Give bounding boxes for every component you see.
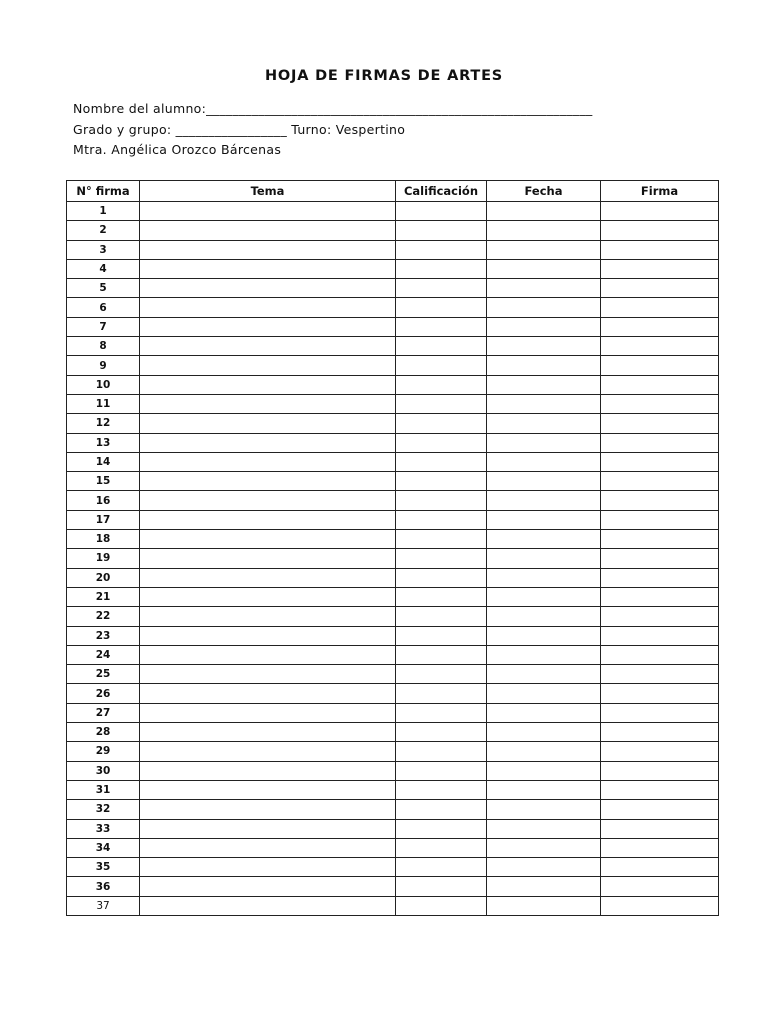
row-number-cell: 6 (67, 298, 140, 317)
topic-cell[interactable] (140, 587, 396, 606)
row-number-cell: 27 (67, 703, 140, 722)
signature-cell[interactable] (601, 761, 719, 780)
row-number-cell: 37 (67, 896, 140, 915)
grade-cell[interactable] (396, 665, 487, 684)
grade-cell[interactable] (396, 491, 487, 510)
topic-cell[interactable] (140, 780, 396, 799)
date-cell[interactable] (487, 414, 601, 433)
grade-cell[interactable] (396, 279, 487, 298)
date-cell[interactable] (487, 202, 601, 221)
signature-cell[interactable] (601, 877, 719, 896)
signature-cell[interactable] (601, 221, 719, 240)
table-row (67, 896, 719, 915)
table-row (67, 356, 719, 375)
grade-cell[interactable] (396, 800, 487, 819)
table-row (67, 607, 719, 626)
topic-cell[interactable] (140, 761, 396, 780)
topic-cell[interactable] (140, 279, 396, 298)
table-row (67, 626, 719, 645)
table-row (67, 703, 719, 722)
table-row (67, 742, 719, 761)
topic-cell[interactable] (140, 684, 396, 703)
signature-cell[interactable] (601, 452, 719, 471)
grade-cell[interactable] (396, 587, 487, 606)
grade-cell[interactable] (396, 202, 487, 221)
signature-cell[interactable] (601, 279, 719, 298)
table-row (67, 259, 719, 278)
table-row (67, 221, 719, 240)
table-row (67, 665, 719, 684)
signature-cell[interactable] (601, 240, 719, 259)
signature-cell[interactable] (601, 356, 719, 375)
grade-cell[interactable] (396, 858, 487, 877)
topic-cell[interactable] (140, 394, 396, 413)
row-number-cell: 26 (67, 684, 140, 703)
table-row (67, 780, 719, 799)
topic-cell[interactable] (140, 298, 396, 317)
topic-cell[interactable] (140, 317, 396, 336)
date-cell[interactable] (487, 221, 601, 240)
date-cell[interactable] (487, 800, 601, 819)
date-cell[interactable] (487, 472, 601, 491)
table-row (67, 394, 719, 413)
topic-cell[interactable] (140, 703, 396, 722)
date-cell[interactable] (487, 530, 601, 549)
signature-cell[interactable] (601, 549, 719, 568)
date-cell[interactable] (487, 858, 601, 877)
table-body (67, 202, 719, 916)
grade-cell[interactable] (396, 607, 487, 626)
row-number-cell: 8 (67, 337, 140, 356)
table-row (67, 645, 719, 664)
table-row (67, 568, 719, 587)
grade-cell[interactable] (396, 298, 487, 317)
page-title: HOJA DE FIRMAS DE ARTES (264, 68, 504, 84)
date-cell[interactable] (487, 279, 601, 298)
header-topic: Tema (140, 181, 396, 202)
topic-cell[interactable] (140, 877, 396, 896)
topic-cell[interactable] (140, 626, 396, 645)
table-row (67, 684, 719, 703)
grade-cell[interactable] (396, 877, 487, 896)
date-cell[interactable] (487, 819, 601, 838)
topic-cell[interactable] (140, 452, 396, 471)
row-number-cell: 23 (67, 626, 140, 645)
row-number-cell: 25 (67, 665, 140, 684)
row-number-cell: 19 (67, 549, 140, 568)
date-cell[interactable] (487, 452, 601, 471)
grade-cell[interactable] (396, 761, 487, 780)
date-cell[interactable] (487, 896, 601, 915)
table-row (67, 723, 719, 742)
table-row (67, 202, 719, 221)
date-cell[interactable] (487, 510, 601, 529)
row-number-cell: 16 (67, 491, 140, 510)
row-number-cell: 7 (67, 317, 140, 336)
signature-cell[interactable] (601, 703, 719, 722)
topic-cell[interactable] (140, 259, 396, 278)
topic-cell[interactable] (140, 356, 396, 375)
date-cell[interactable] (487, 317, 601, 336)
row-number-cell: 15 (67, 472, 140, 491)
grade-cell[interactable] (396, 549, 487, 568)
table-row (67, 317, 719, 336)
row-number-cell: 24 (67, 645, 140, 664)
date-cell[interactable] (487, 240, 601, 259)
header-grade: Calificación (396, 181, 487, 202)
table-row (67, 549, 719, 568)
row-number-cell: 10 (67, 375, 140, 394)
grade-cell[interactable] (396, 723, 487, 742)
date-cell[interactable] (487, 433, 601, 452)
signature-cell[interactable] (601, 780, 719, 799)
topic-cell[interactable] (140, 414, 396, 433)
signature-cell[interactable] (601, 394, 719, 413)
grade-cell[interactable] (396, 414, 487, 433)
table-row (67, 433, 719, 452)
date-cell[interactable] (487, 645, 601, 664)
row-number-cell: 9 (67, 356, 140, 375)
row-number-cell: 35 (67, 858, 140, 877)
date-cell[interactable] (487, 337, 601, 356)
row-number-cell: 34 (67, 838, 140, 857)
grade-cell[interactable] (396, 240, 487, 259)
date-cell[interactable] (487, 491, 601, 510)
topic-cell[interactable] (140, 838, 396, 857)
grade-cell[interactable] (396, 568, 487, 587)
signature-cell[interactable] (601, 491, 719, 510)
topic-cell[interactable] (140, 645, 396, 664)
date-cell[interactable] (487, 665, 601, 684)
table-row (67, 240, 719, 259)
topic-cell[interactable] (140, 221, 396, 240)
grade-cell[interactable] (396, 530, 487, 549)
row-number-cell: 11 (67, 394, 140, 413)
signature-cell[interactable] (601, 858, 719, 877)
table-row (67, 375, 719, 394)
topic-cell[interactable] (140, 568, 396, 587)
grade-cell[interactable] (396, 510, 487, 529)
signature-cell[interactable] (601, 202, 719, 221)
row-number-cell: 31 (67, 780, 140, 799)
signature-cell[interactable] (601, 414, 719, 433)
table-row (67, 414, 719, 433)
grade-cell[interactable] (396, 645, 487, 664)
signature-cell[interactable] (601, 607, 719, 626)
row-number-cell: 36 (67, 877, 140, 896)
topic-cell[interactable] (140, 896, 396, 915)
date-cell[interactable] (487, 684, 601, 703)
table-row (67, 452, 719, 471)
table-row (67, 800, 719, 819)
date-cell[interactable] (487, 780, 601, 799)
grade-group-shift-line: Grado y grupo: _________________ Turno: Vespertino (73, 122, 406, 137)
row-number-cell: 30 (67, 761, 140, 780)
row-number-cell: 1 (67, 202, 140, 221)
table-row (67, 510, 719, 529)
row-number-cell: 18 (67, 530, 140, 549)
row-number-cell: 21 (67, 587, 140, 606)
row-number-cell: 20 (67, 568, 140, 587)
grade-cell[interactable] (396, 452, 487, 471)
row-number-cell: 4 (67, 259, 140, 278)
signature-cell[interactable] (601, 723, 719, 742)
date-cell[interactable] (487, 723, 601, 742)
teacher-name-line: Mtra. Angélica Orozco Bárcenas (73, 142, 282, 157)
date-cell[interactable] (487, 568, 601, 587)
table-row (67, 877, 719, 896)
row-number-cell: 14 (67, 452, 140, 471)
topic-cell[interactable] (140, 530, 396, 549)
date-cell[interactable] (487, 356, 601, 375)
table-row (67, 587, 719, 606)
grade-cell[interactable] (396, 375, 487, 394)
date-cell[interactable] (487, 549, 601, 568)
grade-cell[interactable] (396, 472, 487, 491)
row-number-cell: 22 (67, 607, 140, 626)
topic-cell[interactable] (140, 800, 396, 819)
student-name-line: Nombre del alumno:___________________________________________________________ (73, 101, 593, 116)
signature-cell[interactable] (601, 645, 719, 664)
grade-cell[interactable] (396, 394, 487, 413)
table-header-row (67, 181, 719, 202)
topic-cell[interactable] (140, 472, 396, 491)
signature-cell[interactable] (601, 530, 719, 549)
topic-cell[interactable] (140, 240, 396, 259)
date-cell[interactable] (487, 607, 601, 626)
row-number-cell: 32 (67, 800, 140, 819)
signature-cell[interactable] (601, 472, 719, 491)
table-row (67, 472, 719, 491)
signature-cell[interactable] (601, 375, 719, 394)
topic-cell[interactable] (140, 375, 396, 394)
signature-table (66, 180, 719, 916)
signature-cell[interactable] (601, 626, 719, 645)
grade-cell[interactable] (396, 317, 487, 336)
signature-cell[interactable] (601, 259, 719, 278)
topic-cell[interactable] (140, 433, 396, 452)
signature-cell[interactable] (601, 896, 719, 915)
table-row (67, 761, 719, 780)
row-number-cell: 5 (67, 279, 140, 298)
signature-cell[interactable] (601, 433, 719, 452)
row-number-cell: 2 (67, 221, 140, 240)
topic-cell[interactable] (140, 510, 396, 529)
table-row (67, 530, 719, 549)
row-number-cell: 13 (67, 433, 140, 452)
signature-cell[interactable] (601, 587, 719, 606)
date-cell[interactable] (487, 761, 601, 780)
table-row (67, 298, 719, 317)
table-row (67, 819, 719, 838)
date-cell[interactable] (487, 375, 601, 394)
table-row (67, 858, 719, 877)
grade-cell[interactable] (396, 819, 487, 838)
header-signature: Firma (601, 181, 719, 202)
topic-cell[interactable] (140, 202, 396, 221)
grade-cell[interactable] (396, 433, 487, 452)
table-row (67, 491, 719, 510)
grade-cell[interactable] (396, 742, 487, 761)
topic-cell[interactable] (140, 819, 396, 838)
grade-cell[interactable] (396, 780, 487, 799)
signature-cell[interactable] (601, 800, 719, 819)
signature-cell[interactable] (601, 838, 719, 857)
signature-cell[interactable] (601, 298, 719, 317)
table-row (67, 337, 719, 356)
header-date: Fecha (487, 181, 601, 202)
grade-cell[interactable] (396, 356, 487, 375)
grade-cell[interactable] (396, 703, 487, 722)
grade-cell[interactable] (396, 626, 487, 645)
grade-cell[interactable] (396, 896, 487, 915)
row-number-cell: 28 (67, 723, 140, 742)
date-cell[interactable] (487, 742, 601, 761)
date-cell[interactable] (487, 703, 601, 722)
date-cell[interactable] (487, 298, 601, 317)
topic-cell[interactable] (140, 665, 396, 684)
topic-cell[interactable] (140, 491, 396, 510)
date-cell[interactable] (487, 587, 601, 606)
topic-cell[interactable] (140, 549, 396, 568)
topic-cell[interactable] (140, 723, 396, 742)
date-cell[interactable] (487, 626, 601, 645)
table-row (67, 838, 719, 857)
row-number-cell: 29 (67, 742, 140, 761)
row-number-cell: 17 (67, 510, 140, 529)
date-cell[interactable] (487, 838, 601, 857)
row-number-cell: 33 (67, 819, 140, 838)
header-signature-number: N° firma (67, 181, 140, 202)
signature-cell[interactable] (601, 742, 719, 761)
grade-cell[interactable] (396, 221, 487, 240)
signature-cell[interactable] (601, 665, 719, 684)
signature-cell[interactable] (601, 684, 719, 703)
signature-cell[interactable] (601, 510, 719, 529)
date-cell[interactable] (487, 259, 601, 278)
row-number-cell: 3 (67, 240, 140, 259)
topic-cell[interactable] (140, 607, 396, 626)
signature-cell[interactable] (601, 317, 719, 336)
signature-cell[interactable] (601, 568, 719, 587)
grade-cell[interactable] (396, 684, 487, 703)
table-row (67, 279, 719, 298)
row-number-cell: 12 (67, 414, 140, 433)
date-cell[interactable] (487, 877, 601, 896)
date-cell[interactable] (487, 394, 601, 413)
grade-cell[interactable] (396, 838, 487, 857)
grade-cell[interactable] (396, 259, 487, 278)
signature-cell[interactable] (601, 819, 719, 838)
signature-cell[interactable] (601, 337, 719, 356)
topic-cell[interactable] (140, 858, 396, 877)
grade-cell[interactable] (396, 337, 487, 356)
topic-cell[interactable] (140, 337, 396, 356)
topic-cell[interactable] (140, 742, 396, 761)
